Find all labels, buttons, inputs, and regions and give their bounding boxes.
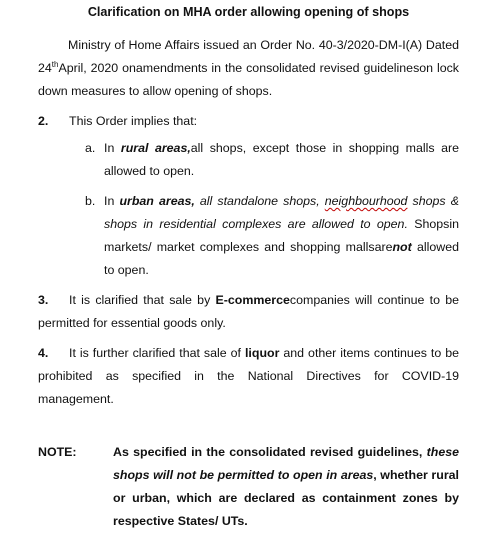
section-3-number: 3.: [38, 293, 49, 307]
section-4-post: and other items continues to be prohibited as specified in the National Directives for COVID-19 management.: [38, 346, 459, 406]
intro-text-2: April, 2020 onamendments in the consolidated revised guidelineson lock down measures to allow opening of shops.: [38, 61, 459, 98]
list-item-a: [38, 137, 459, 183]
ecommerce-term: E-commerce: [215, 293, 290, 307]
section-3-pre: It is clarified that sale by: [69, 293, 216, 307]
intro-superscript: th: [51, 59, 59, 69]
list-item-a-pre: In: [104, 141, 121, 155]
liquor-term: liquor: [244, 346, 280, 360]
section-2-number: 2.: [38, 114, 49, 128]
note-emphasis: these shops will not be permitted to open in areas: [113, 445, 459, 482]
note-paragraph: [38, 441, 459, 533]
list-item-b-end: allowed to open.: [104, 240, 459, 277]
section-4-number: 4.: [38, 346, 49, 360]
not-emphasis: not: [392, 240, 412, 254]
intro-text-1: Ministry of Home Affairs issued an Order No. 40-3/2020-DM-I(A) Dated 24: [38, 38, 459, 75]
section-4-paragraph: [38, 342, 459, 411]
list-item-b-plain: Shopsin markets/ market complexes and shopping mallsare: [104, 217, 459, 254]
list-item-b-italic-2: shops & shops in residential complexes are allowed to open.: [104, 194, 459, 231]
urban-areas-term: urban areas,: [119, 194, 195, 208]
note-post: , whether rural or urban, which are declared as containment zones by respective States/ UTs.: [113, 468, 459, 528]
section-2-heading: [38, 110, 459, 133]
spellcheck-word: neighbourhood: [324, 194, 408, 208]
note-label: NOTE:: [38, 445, 77, 459]
list-item-a-marker: a.: [85, 141, 96, 155]
list-item-b: [38, 190, 459, 282]
section-3-post: companies will continue to be permitted for essential goods only.: [38, 293, 459, 330]
list-item-a-post: all shops, except those in shopping malls are allowed to open.: [104, 141, 459, 178]
list-item-b-marker: b.: [85, 194, 96, 208]
list-item-b-italic-1: all standalone shops,: [194, 194, 325, 208]
section-3-paragraph: [38, 289, 459, 335]
note-pre: As specified in the consolidated revised guidelines,: [113, 445, 427, 459]
document-title: Clarification on MHA order allowing opening of shops: [87, 5, 410, 19]
section-2-text: This Order implies that:: [69, 114, 198, 128]
intro-paragraph: [38, 34, 459, 103]
section-4-pre: It is further clarified that sale of: [69, 346, 245, 360]
rural-areas-term: rural areas,: [120, 141, 191, 155]
list-item-b-pre: In: [104, 194, 120, 208]
